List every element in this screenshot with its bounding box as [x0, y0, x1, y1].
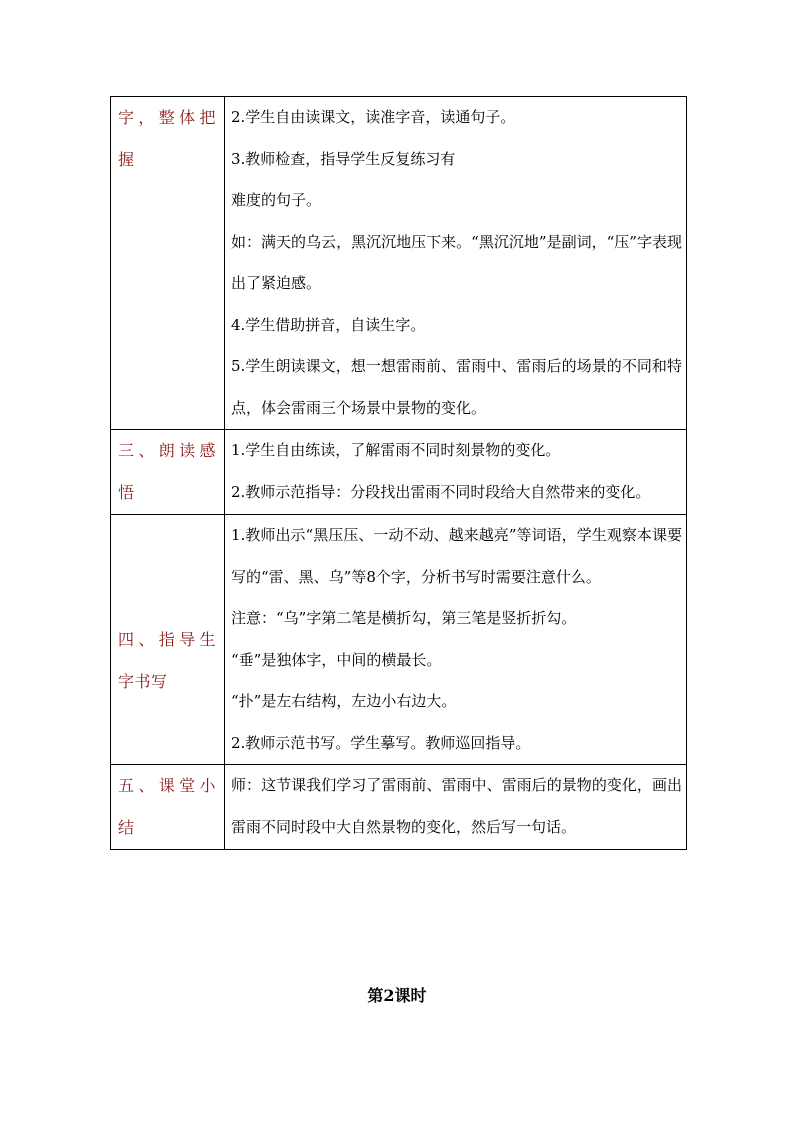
activity-line: “扑”是左右结构，左边小右边大。	[231, 692, 457, 710]
activity-cell	[225, 97, 687, 430]
activity-line: 师：这节课我们学习了雷雨前、雷雨中、雷雨后的景物的变化，画出雷雨不同时段中大自然景物的变化，然后写一句话。	[231, 776, 682, 836]
stage-cell	[111, 515, 225, 765]
stage-label: 四、指导生字书写	[118, 630, 216, 691]
activity-line: 难度的句子。	[231, 191, 322, 209]
stage-cell	[111, 97, 225, 430]
activity-line: 2.教师示范书写。学生摹写。教师巡回指导。	[231, 733, 531, 752]
activity-line: 5.学生朗读课文，想一想雷雨前、雷雨中、雷雨后的场景的不同和特点，体会雷雨三个场景中景物的变化。	[231, 357, 682, 417]
activity-line: 注意：“乌”字第二笔是横折勾，第三笔是竖折折勾。	[231, 609, 577, 627]
section-heading: 第2课时	[367, 986, 427, 1005]
activity-line: 2.教师示范指导：分段找出雷雨不同时段给大自然带来的变化。	[231, 482, 651, 501]
activity-line: “垂”是独体字，中间的横最长。	[231, 650, 442, 669]
stage-cell	[111, 430, 225, 515]
table-row	[111, 515, 687, 765]
activity-line: 3.教师检查，指导学生反复练习有	[231, 149, 456, 168]
activity-line: 1.学生自由练读，了解雷雨不同时刻景物的变化。	[231, 441, 561, 459]
table-row	[111, 430, 687, 515]
activity-cell	[225, 515, 687, 765]
activity-line: 2.学生自由读课文，读准字音，读通句子。	[231, 108, 516, 126]
activity-line: 4.学生借助拼音，自读生字。	[231, 315, 426, 334]
activity-cell	[225, 430, 687, 515]
activity-cell	[225, 765, 687, 850]
table-row	[111, 765, 687, 850]
stage-cell	[111, 765, 225, 850]
activity-line: 1.教师出示“黑压压、一动不动、越来越亮”等词语，学生观察本课要写的“雷、黑、乌”等8个字，分析书写时需要注意什么。	[231, 526, 682, 586]
stage-label: 字，整体把握	[118, 108, 216, 169]
lesson-plan-table	[110, 96, 687, 850]
stage-label: 五、课堂小结	[118, 776, 216, 837]
stage-label: 三、朗读感悟	[118, 441, 216, 502]
activity-line: 如：满天的乌云，黑沉沉地压下来。“黑沉沉地”是副词，“压”字表现出了紧迫感。	[231, 232, 682, 292]
table-row	[111, 97, 687, 430]
